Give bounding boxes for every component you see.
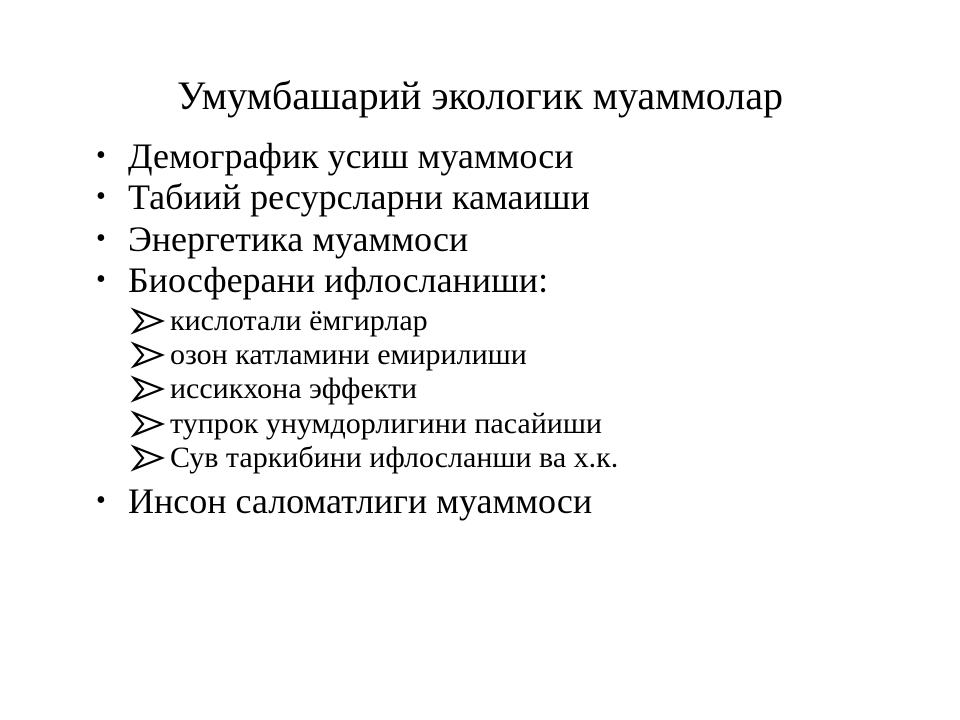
- arrowhead-icon: [128, 341, 170, 369]
- sub-list-item: [0, 338, 960, 372]
- bullet-text: Биосферани ифлосланиши:: [128, 260, 549, 300]
- slide-title: Умумбашарий экологик муаммолар: [177, 73, 783, 118]
- sub-list-text: Сув таркибини ифлосланши ва х.к.: [170, 441, 619, 474]
- sub-list-text: тупрок унумдорлигини пасайиши: [170, 407, 602, 440]
- arrowhead-icon: [128, 307, 170, 335]
- sub-list-text: иссикхона эффекти: [170, 372, 418, 405]
- sub-list-item: [0, 372, 960, 406]
- bullet-text: Табиий ресурсларни камаиши: [128, 177, 590, 217]
- sub-list-item: [0, 441, 960, 475]
- bullet-dot: •: [96, 140, 106, 171]
- bullet-text: Инсон саломатлиги муаммоси: [128, 481, 593, 521]
- bullet-item: [0, 219, 960, 259]
- sub-list-text: озон катламини емирилиши: [170, 338, 527, 371]
- arrowhead-icon: [128, 410, 170, 438]
- bullet-dot: •: [96, 223, 106, 254]
- bullet-dot: •: [96, 264, 106, 295]
- sub-list-item: [0, 304, 960, 338]
- sub-list-item: [0, 407, 960, 441]
- bullet-item: [0, 481, 960, 521]
- bullet-dot: •: [96, 485, 106, 516]
- bullet-text: Энергетика муаммоси: [128, 219, 469, 259]
- bullet-item: [0, 177, 960, 217]
- bullet-item: [0, 260, 960, 300]
- arrowhead-icon: [128, 375, 170, 403]
- bullet-item: [0, 136, 960, 176]
- arrowhead-icon: [128, 444, 170, 472]
- bullet-text: Демографик усиш муаммоси: [128, 136, 574, 176]
- bullet-dot: •: [96, 181, 106, 212]
- sub-list-text: кислотали ёмгирлар: [170, 304, 428, 337]
